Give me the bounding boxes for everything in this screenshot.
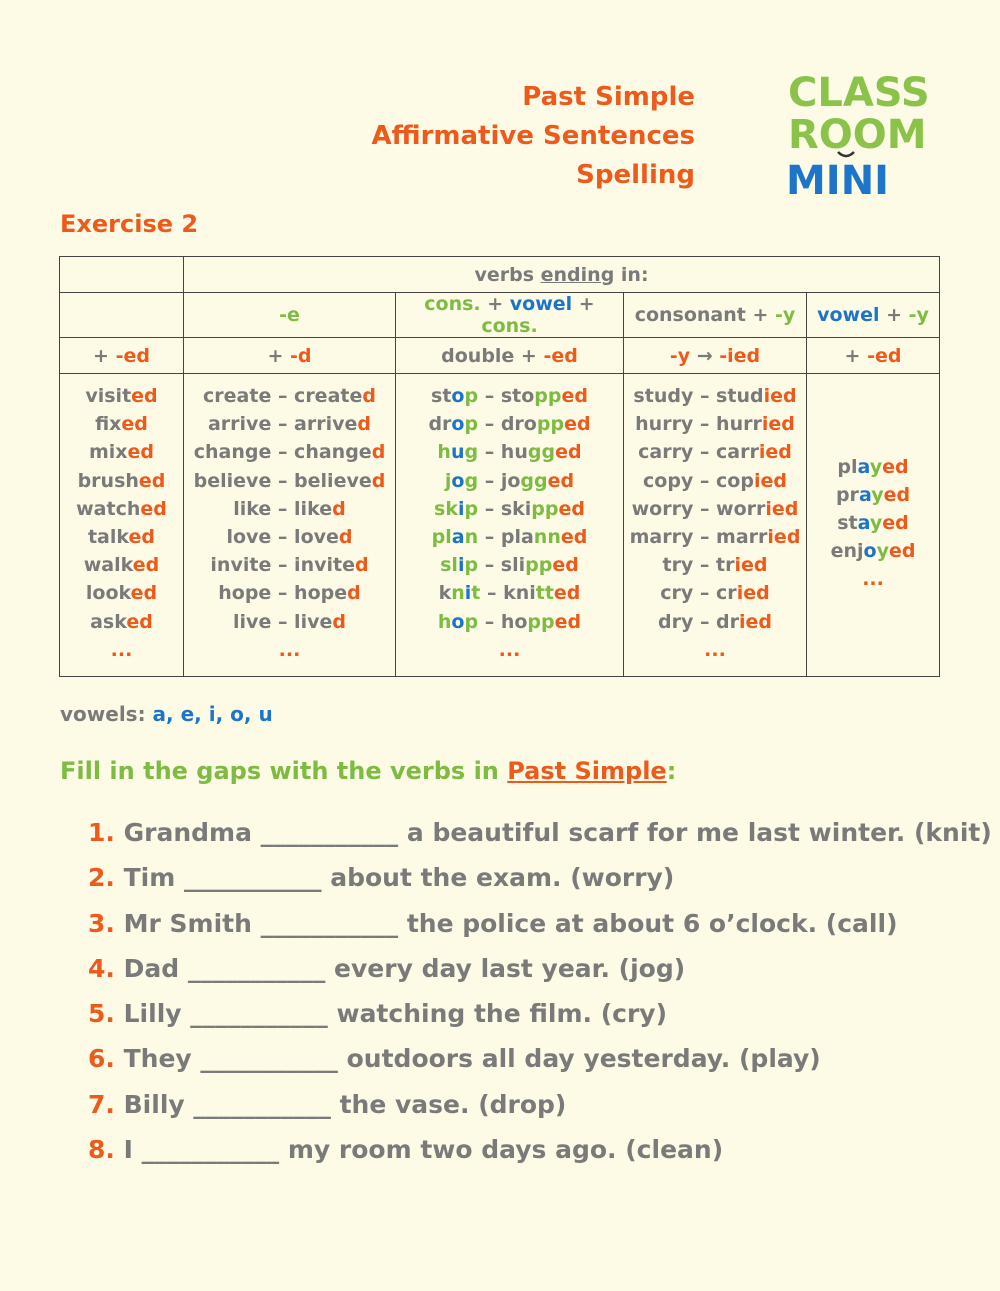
text-segment: vowel [509, 293, 573, 315]
text-segment: t [471, 582, 481, 605]
text-segment: g [464, 469, 479, 492]
text-segment: ... [278, 638, 301, 661]
verb-entry [624, 551, 806, 579]
text-segment: watch [76, 497, 141, 520]
text-segment: fix [95, 413, 122, 436]
text-segment: -y [775, 304, 796, 326]
question-item[interactable]: 1. Grandma ___________ a beautiful scarf for me last winter. (knit) [88, 818, 992, 847]
logo-line: CLASS [788, 70, 930, 116]
text-segment: + [879, 304, 909, 326]
text-segment: d [354, 554, 369, 577]
text-segment: -ed [867, 344, 902, 367]
text-segment: ed [130, 582, 158, 605]
text-segment: o [451, 385, 465, 407]
verb-entry [184, 382, 395, 410]
text-segment: – ski [478, 497, 532, 520]
text-segment: -y [669, 344, 691, 367]
text-segment: live – live [233, 610, 333, 633]
text-segment: p [464, 385, 479, 407]
text-segment: y [871, 483, 884, 506]
text-segment: ed [883, 483, 911, 506]
text-segment: ... [704, 638, 726, 661]
text-segment: double + [441, 344, 544, 367]
verb-entry [624, 410, 806, 438]
text-segment: + [844, 344, 868, 367]
text-segment: p [464, 413, 479, 436]
text-segment: i [457, 554, 465, 577]
text-segment: ied [765, 497, 799, 520]
empty-cell [60, 257, 184, 293]
verb-entry [396, 467, 623, 495]
text-segment: hope – hope [218, 582, 348, 605]
verb-entry [184, 410, 395, 438]
text-segment: pp [531, 497, 559, 520]
text-segment: ed [140, 497, 167, 520]
verb-entry [60, 579, 183, 607]
text-segment: st [837, 511, 858, 534]
logo-line: MINI [786, 158, 890, 204]
verb-entry [184, 438, 395, 466]
verb-entry [624, 495, 806, 523]
text-segment: ... [862, 568, 884, 591]
question-item[interactable]: 3. Mr Smith ___________ the police at about 6 o’clock. (call) [88, 908, 898, 938]
text-segment: a [451, 526, 465, 549]
category-cell [807, 293, 940, 338]
verb-entry [624, 467, 806, 495]
text-segment: visit [85, 385, 132, 407]
text-segment: ied [753, 469, 787, 492]
verb-list [624, 374, 807, 677]
text-segment: arrive – arrive [207, 413, 358, 436]
text-segment: carry – carr [638, 441, 759, 464]
text-segment: pl [837, 455, 858, 478]
text-segment: love – love [226, 526, 339, 549]
text-segment: ed [561, 385, 588, 407]
text-segment: d [362, 385, 376, 407]
verb-entry [807, 481, 939, 509]
text-segment: invite – invite [210, 554, 355, 577]
text-segment: gg [527, 441, 556, 464]
text-segment: o [863, 540, 877, 563]
text-segment: n [451, 582, 465, 605]
verb-entry [184, 523, 395, 551]
verb-entry [184, 636, 395, 664]
text-segment: ed [131, 385, 158, 407]
verb-entry [624, 382, 806, 410]
header-verbs-ending: verbs ending in: [184, 257, 940, 293]
verb-entry [624, 579, 806, 607]
text-segment: y [869, 455, 883, 478]
text-segment: a [857, 455, 870, 478]
text-segment: vowel [817, 304, 880, 326]
text-segment: pp [527, 610, 555, 633]
text-segment: j [444, 469, 452, 492]
text-segment: talk [87, 526, 129, 549]
text-segment: g [464, 441, 479, 464]
title-line: Past Simple [522, 82, 695, 112]
verb-entry [60, 410, 183, 438]
verb-entry [60, 495, 183, 523]
text-segment: d [332, 610, 346, 633]
verb-entry [396, 551, 623, 579]
text-segment: ed [882, 455, 909, 478]
text-segment: d [332, 497, 346, 520]
text-segment: + [572, 293, 595, 315]
text-segment: a [857, 511, 870, 534]
text-segment: ed [564, 413, 591, 436]
verb-list [396, 374, 624, 677]
instruction: Fill in the gaps with the verbs in Past Simple: [60, 757, 677, 785]
text-segment: hurry – hurr [635, 413, 762, 436]
text-segment: worry – worr [631, 497, 766, 520]
text-segment: enj [830, 540, 864, 563]
text-segment: consonant + [634, 304, 776, 326]
text-segment: study – stud [633, 385, 764, 407]
question-item[interactable]: 4. Dad ___________ every day last year. (jog) [88, 953, 686, 983]
text-segment: sl [440, 554, 458, 577]
text-segment: h [437, 610, 452, 633]
worksheet-title [371, 78, 695, 195]
text-segment: nn [533, 526, 561, 549]
text-segment: like – like [233, 497, 333, 520]
text-segment: ed [132, 554, 160, 577]
verb-entry [396, 495, 623, 523]
text-segment: ... [498, 638, 521, 661]
text-segment: ied [761, 413, 795, 436]
text-segment: – ho [478, 610, 528, 633]
question-list [88, 810, 992, 1172]
verb-entry [624, 608, 806, 636]
text-segment: ed [888, 540, 916, 563]
text-segment: mix [88, 441, 128, 464]
verb-entry [807, 537, 939, 565]
verb-entry [60, 608, 183, 636]
text-segment: cons. [424, 293, 481, 315]
question-item[interactable]: 7. Billy ___________ the vase. (drop) [88, 1089, 567, 1119]
text-segment: ied [758, 441, 792, 464]
verb-entry [60, 438, 183, 466]
text-segment: o [451, 610, 465, 633]
verb-entry [396, 382, 623, 410]
text-segment: y [869, 511, 883, 534]
verb-entry [396, 579, 623, 607]
text-segment: ied [736, 582, 770, 605]
verb-entry [807, 565, 939, 593]
question-item[interactable]: 2. Tim ___________ about the exam. (worry) [88, 863, 675, 893]
spelling-table [59, 256, 940, 677]
logo-line: ROOM [788, 112, 927, 158]
text-segment: try – tr [662, 554, 735, 577]
text-segment: – pla [478, 526, 534, 549]
text-segment: d [371, 469, 386, 492]
verb-entry [60, 523, 183, 551]
text-segment: ed [558, 497, 585, 520]
text-segment: dr [428, 413, 452, 436]
text-segment: st [431, 385, 452, 407]
text-segment: p [464, 554, 479, 577]
text-segment: pp [525, 554, 553, 577]
verb-entry [396, 636, 623, 664]
text-segment: ed [128, 526, 156, 549]
text-segment: ed [553, 582, 581, 605]
text-segment: -d [290, 344, 312, 367]
exercise-label: Exercise 2 [60, 210, 199, 238]
text-segment: believe – believe [193, 469, 372, 492]
text-segment: – jo [478, 469, 521, 492]
text-segment: change – change [193, 441, 372, 464]
text-segment: copy – cop [643, 469, 754, 492]
verb-list [60, 374, 184, 677]
text-segment: + [267, 344, 291, 367]
text-segment: → [690, 344, 720, 367]
text-segment: d [371, 441, 386, 464]
verb-entry [184, 467, 395, 495]
text-segment: o [451, 469, 465, 492]
text-segment: y [876, 540, 889, 563]
verb-entry [396, 608, 623, 636]
verb-entry [807, 509, 939, 537]
text-segment: k [438, 582, 452, 605]
text-segment: ed [882, 511, 909, 534]
text-segment: ed [547, 469, 575, 492]
rule-cell [624, 338, 807, 374]
rule-cell [807, 338, 940, 374]
verb-entry [184, 495, 395, 523]
rule-cell [184, 338, 396, 374]
text-segment: ed [552, 554, 579, 577]
text-segment: – kni [480, 582, 536, 605]
text-segment: – hu [478, 441, 528, 464]
verb-entry [807, 453, 939, 481]
text-segment: d [338, 526, 353, 549]
text-segment: a [858, 483, 872, 506]
text-segment: ed [127, 441, 155, 464]
text-segment: ied [763, 385, 797, 407]
text-segment: ... [110, 638, 133, 661]
verb-entry [624, 438, 806, 466]
text-segment: cry – cr [660, 582, 737, 605]
vowels-note: vowels: a, e, i, o, u [60, 702, 273, 726]
text-segment: ied [734, 554, 768, 577]
text-segment: – dro [478, 413, 537, 436]
verb-entry [60, 467, 183, 495]
text-segment: ied [767, 526, 801, 549]
text-segment: p [464, 497, 479, 520]
text-segment: ed [138, 469, 166, 492]
text-segment: ied [739, 610, 773, 633]
text-segment: ed [121, 413, 148, 436]
text-segment: cons. [481, 315, 538, 337]
empty-cell [60, 293, 184, 338]
category-cell [396, 293, 624, 338]
verb-entry [624, 636, 806, 664]
verb-entry [60, 551, 183, 579]
text-segment: u [450, 441, 465, 464]
verb-entry [184, 608, 395, 636]
question-item[interactable]: 8. I ___________ my room two days ago. (clean) [88, 1135, 724, 1165]
text-segment: i [464, 582, 472, 605]
verb-entry [60, 382, 183, 410]
title-line: Spelling [576, 160, 695, 190]
text-segment: d [347, 582, 361, 605]
title-line: Affirmative Sentences [371, 121, 695, 151]
verb-entry [396, 438, 623, 466]
text-segment: tt [535, 582, 554, 605]
text-segment: -e [279, 304, 300, 326]
text-segment: + [93, 344, 116, 367]
verb-entry [184, 579, 395, 607]
verb-list [807, 374, 940, 677]
text-segment: pr [835, 483, 859, 506]
question-item[interactable]: 5. Lilly ___________ watching the film. (cry) [88, 999, 668, 1029]
text-segment: i [457, 497, 465, 520]
text-segment: sk [434, 497, 458, 520]
text-segment: n [464, 526, 479, 549]
text-segment: + [480, 293, 510, 315]
text-segment: ed [126, 610, 153, 633]
text-segment: -y [908, 304, 929, 326]
question-item[interactable]: 6. They ___________ outdoors all day yesterday. (play) [88, 1044, 821, 1074]
text-segment: gg [520, 469, 548, 492]
verb-entry [396, 410, 623, 438]
verb-entry [396, 523, 623, 551]
text-segment: ed [555, 441, 582, 464]
text-segment: -ied [719, 344, 761, 367]
text-segment: d [357, 413, 372, 436]
category-cell [184, 293, 396, 338]
text-segment: -ed [115, 344, 150, 367]
text-segment: ask [90, 610, 127, 633]
text-segment: dry – dr [657, 610, 740, 633]
verb-entry [184, 551, 395, 579]
text-segment: -ed [543, 344, 578, 367]
text-segment: h [437, 441, 451, 464]
text-segment: brush [77, 469, 139, 492]
text-segment: p [464, 610, 479, 633]
text-segment: create – create [203, 385, 363, 407]
text-segment: – sli [478, 554, 526, 577]
rule-cell [60, 338, 184, 374]
text-segment: pl [431, 526, 452, 549]
text-segment: marry – marr [629, 526, 768, 549]
verb-entry [60, 636, 183, 664]
text-segment: o [451, 413, 465, 436]
text-segment: ed [554, 610, 582, 633]
text-segment: – sto [478, 385, 535, 407]
category-cell [624, 293, 807, 338]
verb-list [184, 374, 396, 677]
rule-cell [396, 338, 624, 374]
verb-entry [624, 523, 806, 551]
text-segment: walk [83, 554, 133, 577]
classroom-mini-logo [786, 70, 936, 205]
text-segment: pp [534, 385, 562, 407]
text-segment: pp [536, 413, 565, 436]
text-segment: look [85, 582, 131, 605]
text-segment: ed [560, 526, 588, 549]
